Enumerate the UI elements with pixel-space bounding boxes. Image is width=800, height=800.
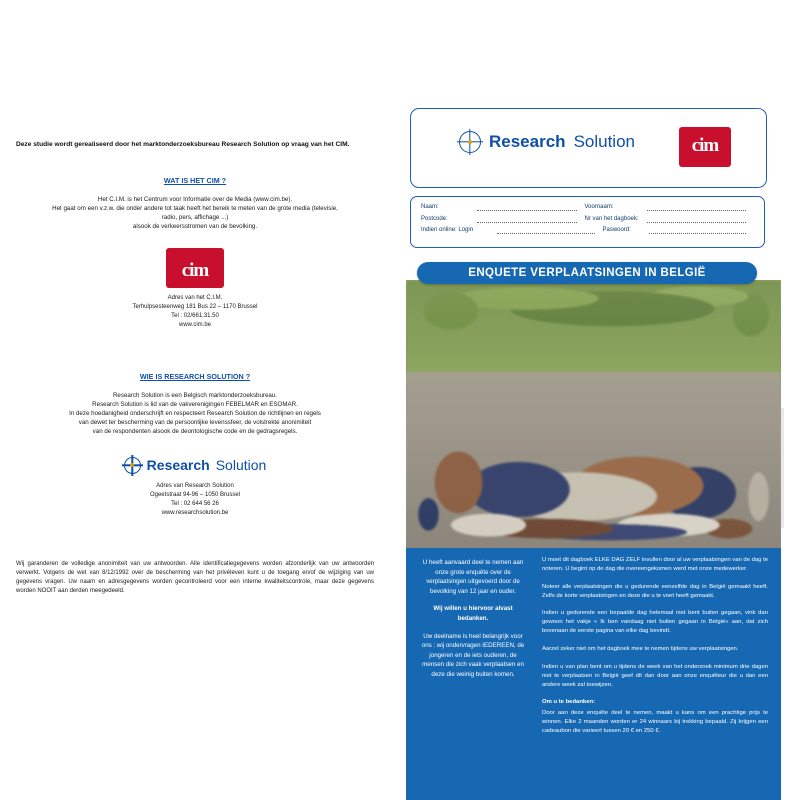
cim-logo — [166, 248, 224, 288]
cim-wordmark: cim — [181, 259, 209, 281]
instructions-column — [542, 556, 768, 745]
cim-p3: alsook de verkeersstromen van de bevolking. — [132, 222, 258, 230]
cim-address-title: Adres van het C.I.M. — [167, 294, 223, 301]
thankyou-p1: U heeft aanvaard deel te nemen aan onze grote enquête over de verplaatsingen uitgevoerd door de bevolking van 12 jaar en ouder. — [422, 559, 524, 595]
header-rs-word2: Solution — [573, 132, 635, 151]
instr-p4: Aarzel zeker niet om het dagboek mee te nemen tijdens uw verplaatsingen. — [542, 646, 739, 653]
instr-p2: Noteer alle verplaatsingen die u gedurende eenzelfde dag in België gemaakt heeft. Zelfs de korte verplaatsingen en deze die u te voet heeft gemaakt. — [542, 583, 768, 599]
instr-p6: Door aan deze enquête deel te nemen, maakt u kans om een prachtige prijs te winnen. Elke 2 maanden worden er 24 winnaars bij trekking bepaald. Zij krijgen een cadeaubon die varieert tussen 20 € en 250 €. — [542, 710, 768, 735]
rs-p3: In deze hoedanigheid onderschrijft en respecteert Research Solution de richtlijnen en regels — [69, 410, 321, 418]
rs-p5: van de respondenten alsook de deontologische code en de gedragsregels. — [92, 428, 298, 436]
thankyou-p2: Uw deelname is heel belangrijk voor ons : wij ondervragen IEDEREEN, de jongeren en de iets ouderen, de mensen die zich vaak verplaatsen en deze die weinig buiten komen. — [421, 632, 525, 679]
cim-phone: Tel : 02/661.31.50 — [171, 312, 219, 319]
section-title-research-solution: WIE IS RESEARCH SOLUTION ? — [139, 371, 251, 381]
target-crosshair-icon — [459, 131, 481, 153]
section-title-cim: WAT IS HET CIM ? — [163, 175, 227, 185]
form-row-postcode — [421, 215, 754, 223]
header-cim-logo — [679, 127, 731, 167]
instr-p3: Indien u gedurende een bepaalde dag helemaal niet bent buiten gegaan, vink dan gewoon het vakje « Ik ben vandaag niet buiten gegaan in België» aan, dat zich bovenaan de eerste pagina van elke dag bevindt. — [542, 610, 768, 635]
rs-address-line: Ogeetstraat 94-96 – 1050 Brussel — [149, 491, 241, 498]
label-nr-dagboek: Nr van het dagboek: — [584, 215, 639, 222]
intro-text: Deze studie wordt gerealiseerd door het marktonderzoeksbureau Research Solution op vraag van het CIM. — [16, 141, 350, 148]
rs-logo-word1: Research — [146, 457, 210, 474]
input-login[interactable] — [497, 226, 595, 234]
rs-p4: van dewet ter bescherming van de persoonlijke levenssfeer, de volstrekte anonimiteit — [78, 419, 312, 427]
thank-you-column — [418, 558, 528, 680]
header-cim-wordmark: cim — [691, 135, 719, 156]
label-postcode: Postcode: — [421, 215, 448, 222]
cim-p1: Het C.I.M. is het Centrum voor Informatie over de Media (www.cim.be). — [97, 195, 293, 203]
header-logo-box — [410, 108, 767, 188]
cim-website[interactable]: www.cim.be — [178, 321, 211, 328]
label-naam: Naam: — [421, 204, 439, 210]
cover-photo-crowd — [406, 280, 781, 550]
page-edge-mark — [781, 408, 784, 528]
rs-website[interactable]: www.researchsolution.be — [161, 509, 229, 516]
rs-p1: Research Solution is een Belgisch marktonderzoeksbureau. — [112, 392, 278, 400]
left-column — [10, 140, 380, 690]
research-solution-logo — [10, 455, 380, 475]
cim-address-line: Terhulpsesteenweg 181 Bus 22 – 1170 Brussel — [132, 303, 258, 310]
input-postcode[interactable] — [477, 215, 577, 223]
thankyou-bold: Wij willen u hiervoor alvast bedanken. — [433, 605, 513, 623]
input-paswoord[interactable] — [649, 226, 747, 234]
instr-p1: U moet dit dagboek ELKE DAG ZELF invullen door al uw verplaatsingen van de dag te noteren. U begint op de dag die overeengekomen werd met onze medewerker. — [542, 557, 768, 572]
right-column — [395, 108, 790, 735]
rs-logo-word2: Solution — [215, 457, 267, 474]
photo-haze-overlay — [406, 280, 781, 550]
respondent-form-box — [410, 196, 765, 248]
section-cim-body — [50, 196, 340, 232]
form-row-login — [421, 226, 754, 234]
cim-p2: Het gaat om een v.z.w. die onder andere tot taak heeft het bereik te meten van de grote media (televisie, radio, pers, affichage ...) — [52, 204, 338, 221]
target-crosshair-icon — [124, 457, 141, 474]
label-paswoord: Paswoord: — [602, 227, 631, 233]
instr-reward-title: Om u te bedanken: — [542, 699, 596, 706]
instr-p5: Indien u van plan bent om u tijdens de week van het onderzoek minimum drie dagen niet te verplaatsen in België geef dit dan door aan onze enquêteur die u dan een andere week zal toewijzen. — [542, 663, 768, 688]
cim-address-block — [10, 294, 380, 330]
section-rs-body — [50, 392, 340, 437]
rs-p2: Research Solution is lid van de vakverenigingen FEBELMAR en ESOMAR. — [92, 401, 298, 409]
input-nr-dagboek[interactable] — [647, 215, 747, 223]
rs-address-block — [10, 482, 380, 518]
label-voornaam: Voornaam: — [584, 204, 614, 210]
privacy-footer-text: Wij garanderen de volledige anonimiteit van uw antwoorden. Alle identificatiegegevens worden afzonderlijk van uw antwoorden verwerkt. Volgens de wet van 8/12/1992 over de bescherming van het privéleven kunt u de toegang en/of de wijziging van uw gegevens vragen. Uw naam en adresgegevens worden gecontroleerd voor een interne kwaliteitscontrole, maar deze gegevens worden NOOIT aan derden meegedeeld. — [16, 560, 374, 595]
input-voornaam[interactable] — [647, 203, 747, 211]
instructions-blue-panel — [406, 548, 781, 800]
header-research-solution-logo — [459, 131, 635, 153]
form-row-naam — [421, 203, 754, 211]
label-indien-online-login: Indien online: Login — [421, 227, 474, 233]
input-naam[interactable] — [477, 203, 577, 211]
header-rs-word1: Research — [489, 132, 566, 151]
rs-phone: Tel : 02 644 56 26 — [171, 500, 219, 507]
rs-address-title: Adres van Research Solution — [156, 482, 234, 489]
survey-title-banner: ENQUETE VERPLAATSINGEN IN BELGIË — [417, 262, 757, 284]
